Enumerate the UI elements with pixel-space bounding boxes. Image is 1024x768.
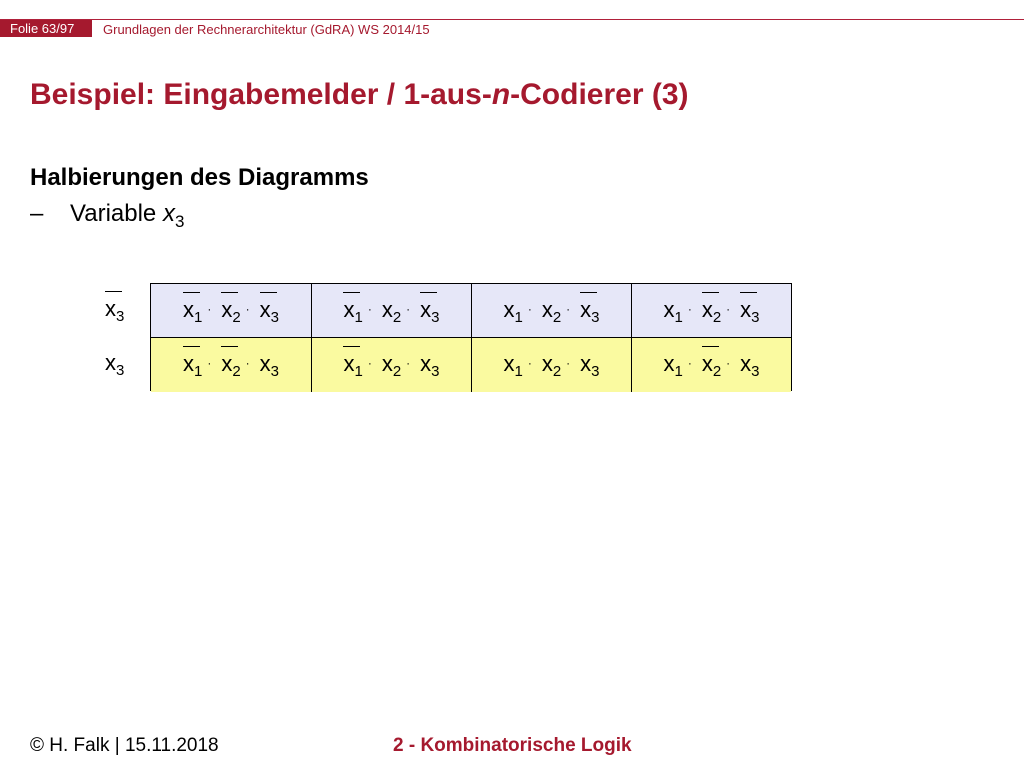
negated-literal bbox=[702, 297, 721, 326]
literal bbox=[663, 351, 682, 380]
and-operator: · bbox=[245, 302, 250, 316]
and-operator: · bbox=[566, 302, 571, 316]
and-operator: · bbox=[726, 356, 731, 370]
literal bbox=[740, 351, 759, 380]
literal bbox=[420, 351, 439, 380]
literal-variable: x bbox=[580, 350, 592, 376]
and-operator: · bbox=[527, 356, 532, 370]
section-heading: Halbierungen des Diagramms bbox=[30, 164, 369, 191]
literal bbox=[260, 351, 279, 380]
literal-variable: x bbox=[343, 350, 355, 376]
literal-variable: x bbox=[420, 296, 432, 322]
literal-subscript: 2 bbox=[712, 308, 722, 326]
kv-cell bbox=[631, 338, 791, 392]
negated-literal bbox=[221, 351, 240, 380]
literal-variable: x bbox=[182, 350, 194, 376]
and-operator: · bbox=[207, 356, 212, 370]
literal bbox=[382, 297, 401, 326]
kv-row bbox=[90, 337, 792, 391]
kv-cell bbox=[151, 284, 311, 338]
literal-subscript: 3 bbox=[591, 362, 600, 380]
literal-subscript: 2 bbox=[552, 308, 562, 326]
literal-variable: x bbox=[105, 349, 116, 375]
and-operator: · bbox=[726, 302, 731, 316]
literal-subscript: 3 bbox=[116, 307, 125, 325]
literal-variable: x bbox=[663, 296, 675, 322]
literal-subscript: 3 bbox=[751, 362, 760, 380]
literal-subscript: 1 bbox=[193, 308, 203, 326]
row-label bbox=[90, 283, 150, 337]
literal-variable: x bbox=[420, 350, 432, 376]
literal-variable: x bbox=[503, 296, 515, 322]
and-operator: · bbox=[245, 356, 250, 370]
literal bbox=[105, 350, 124, 379]
bullet-dash: – bbox=[30, 200, 44, 227]
row-label bbox=[90, 337, 150, 391]
and-operator: · bbox=[406, 356, 411, 370]
negated-literal bbox=[740, 297, 759, 326]
literal-subscript: 3 bbox=[116, 361, 125, 379]
and-operator: · bbox=[687, 356, 692, 370]
literal-variable: x bbox=[343, 296, 355, 322]
literal-variable: x bbox=[541, 296, 553, 322]
literal bbox=[663, 297, 682, 326]
bullet-variable: x bbox=[162, 200, 175, 227]
literal-subscript: 3 bbox=[591, 308, 600, 326]
literal-subscript: 3 bbox=[270, 362, 280, 380]
kv-cell bbox=[631, 284, 791, 338]
literal bbox=[503, 351, 522, 380]
and-operator: · bbox=[527, 302, 532, 316]
literal-variable: x bbox=[541, 350, 553, 376]
literal-subscript: 3 bbox=[431, 308, 440, 326]
and-operator: · bbox=[367, 356, 372, 370]
literal-variable: x bbox=[105, 295, 116, 321]
title-suffix: -Codierer (3) bbox=[510, 78, 689, 111]
literal-subscript: 3 bbox=[270, 308, 280, 326]
bullet-text: Variable bbox=[70, 200, 163, 227]
literal-variable: x bbox=[259, 296, 271, 322]
literal-variable: x bbox=[663, 350, 675, 376]
negated-literal bbox=[343, 297, 362, 326]
literal-variable: x bbox=[740, 296, 752, 322]
literal-subscript: 1 bbox=[354, 362, 363, 380]
kv-row bbox=[90, 283, 792, 337]
slide-number-badge: Folie 63/97 bbox=[0, 20, 92, 37]
course-title: Grundlagen der Rechnerarchitektur (GdRA) WS 2014/15 bbox=[103, 22, 430, 37]
literal-variable: x bbox=[503, 350, 515, 376]
negated-literal bbox=[105, 296, 124, 325]
kv-diagram-table bbox=[90, 283, 792, 391]
literal-variable: x bbox=[221, 296, 233, 322]
literal bbox=[382, 351, 401, 380]
literal-subscript: 3 bbox=[751, 308, 760, 326]
literal-variable: x bbox=[381, 296, 393, 322]
literal-subscript: 1 bbox=[514, 362, 523, 380]
page-title bbox=[30, 78, 689, 112]
footer-author-date: © H. Falk | 15.11.2018 bbox=[30, 735, 219, 756]
literal-variable: x bbox=[701, 296, 713, 322]
literal bbox=[503, 297, 522, 326]
literal-subscript: 2 bbox=[232, 362, 241, 380]
literal bbox=[580, 351, 599, 380]
literal-variable: x bbox=[221, 350, 233, 376]
title-italic: n bbox=[491, 78, 511, 111]
literal-variable: x bbox=[381, 350, 393, 376]
literal-subscript: 3 bbox=[431, 362, 440, 380]
kv-cell bbox=[471, 338, 631, 392]
kv-cell bbox=[471, 284, 631, 338]
and-operator: · bbox=[207, 302, 212, 316]
literal bbox=[542, 351, 561, 380]
footer-chapter: 2 - Kombinatorische Logik bbox=[393, 735, 632, 756]
literal-subscript: 1 bbox=[354, 308, 363, 326]
and-operator: · bbox=[367, 302, 372, 316]
and-operator: · bbox=[566, 356, 571, 370]
kv-row-cells bbox=[150, 337, 792, 391]
title-prefix: Beispiel: Eingabemelder / 1-aus- bbox=[30, 78, 492, 111]
kv-row-cells bbox=[150, 283, 792, 337]
literal-variable: x bbox=[701, 350, 713, 376]
and-operator: · bbox=[687, 302, 692, 316]
literal-subscript: 2 bbox=[552, 362, 562, 380]
kv-cell bbox=[311, 338, 471, 392]
literal-subscript: 2 bbox=[712, 362, 722, 380]
kv-cell bbox=[311, 284, 471, 338]
negated-literal bbox=[183, 351, 202, 380]
literal-variable: x bbox=[182, 296, 194, 322]
negated-literal bbox=[580, 297, 599, 326]
header-rule bbox=[0, 19, 1024, 20]
negated-literal bbox=[343, 351, 362, 380]
negated-literal bbox=[702, 351, 721, 380]
literal-subscript: 2 bbox=[392, 308, 402, 326]
literal bbox=[542, 297, 561, 326]
and-operator: · bbox=[406, 302, 411, 316]
literal-subscript: 1 bbox=[674, 362, 683, 380]
literal-subscript: 1 bbox=[514, 308, 523, 326]
negated-literal bbox=[221, 297, 240, 326]
negated-literal bbox=[420, 297, 439, 326]
literal-variable: x bbox=[259, 350, 271, 376]
negated-literal bbox=[183, 297, 202, 326]
bullet-variable-subscript: 3 bbox=[174, 212, 185, 231]
literal-variable: x bbox=[740, 350, 752, 376]
literal-variable: x bbox=[580, 296, 592, 322]
negated-literal bbox=[260, 297, 279, 326]
literal-subscript: 2 bbox=[232, 308, 241, 326]
bullet-item bbox=[30, 200, 184, 232]
kv-cell bbox=[151, 338, 311, 392]
literal-subscript: 1 bbox=[193, 362, 203, 380]
literal-subscript: 1 bbox=[674, 308, 683, 326]
literal-subscript: 2 bbox=[392, 362, 402, 380]
